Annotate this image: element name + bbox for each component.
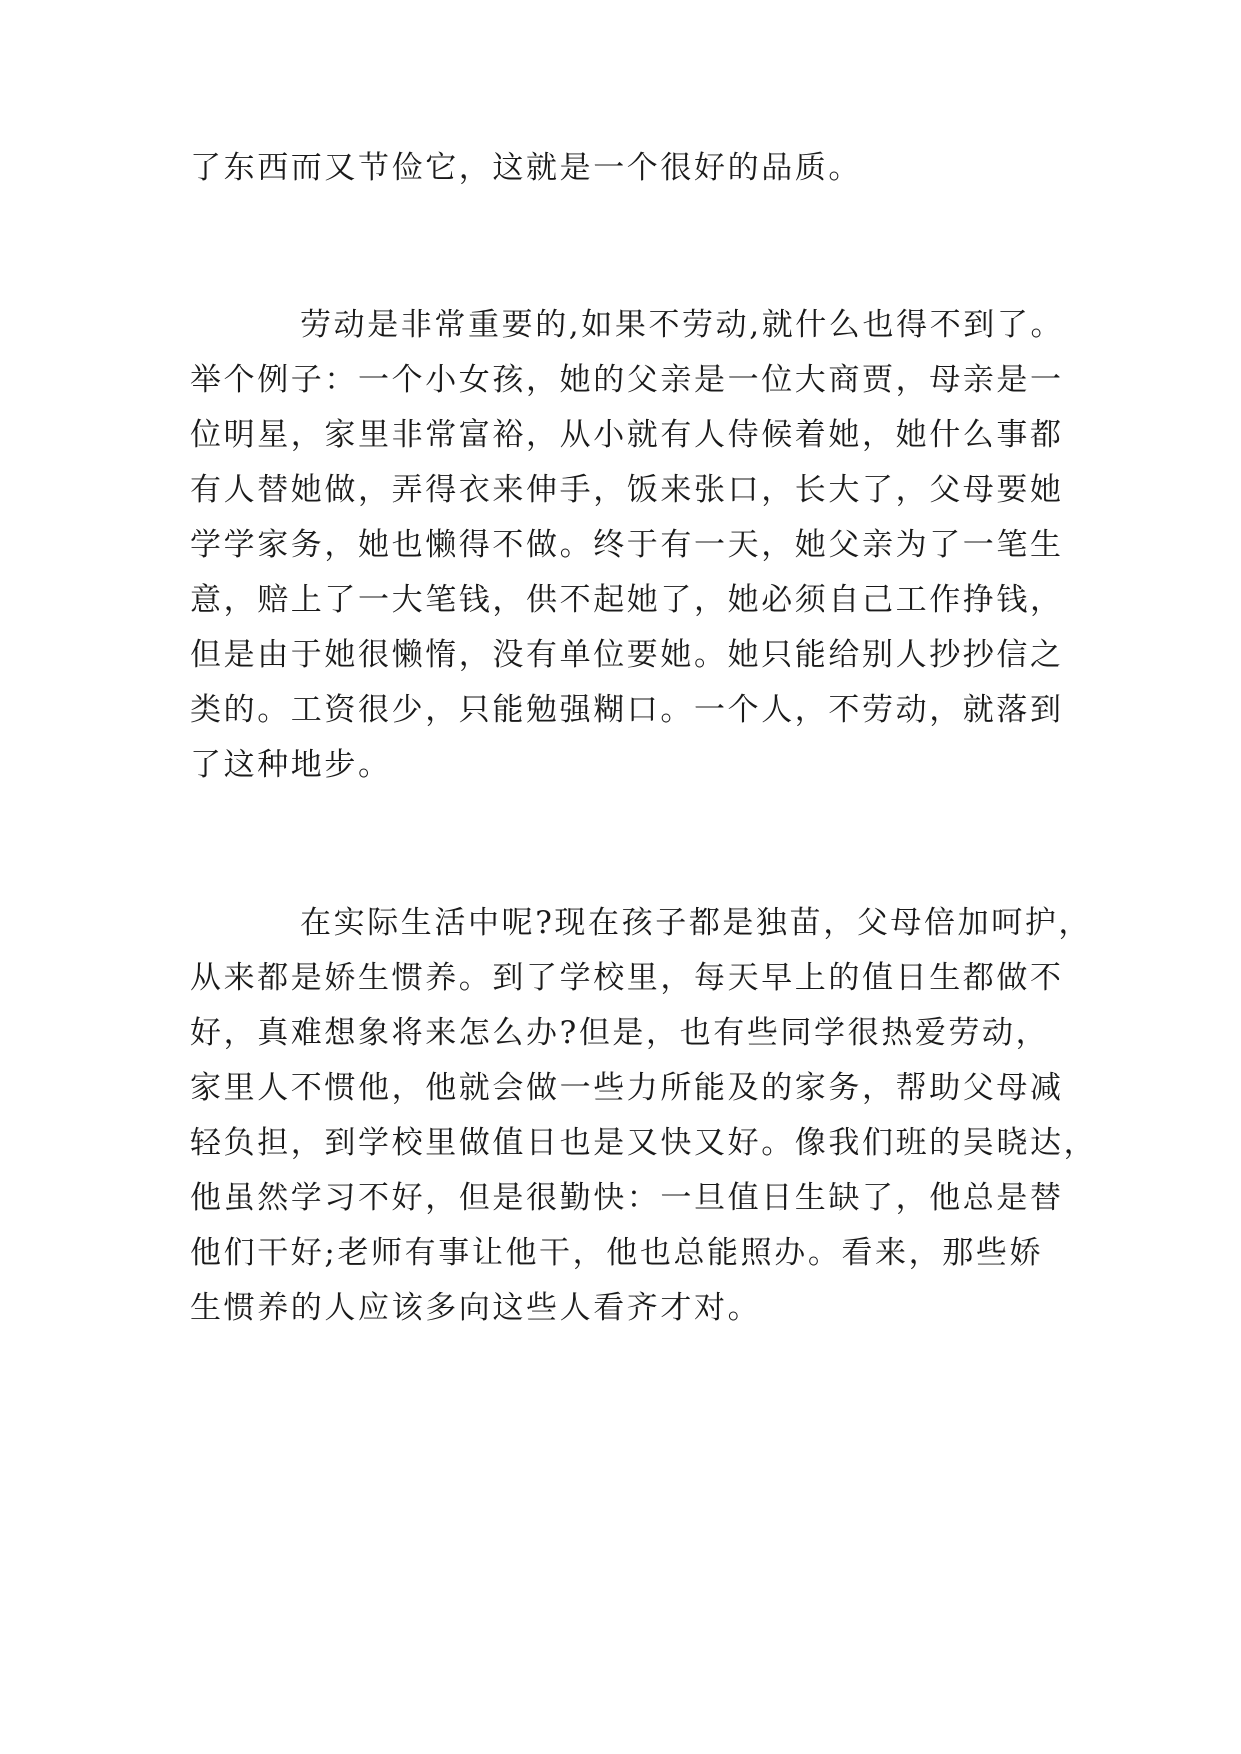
paragraph-2-line-1: 劳动是非常重要的,如果不劳动,就什么也得不到了。 — [300, 307, 1065, 343]
paragraph-3-line-7: 他们干好;老师有事让他干，他也总能照办。看来，那些娇 — [190, 1235, 1044, 1271]
paragraph-1-line-1: 了东西而又节俭它，这就是一个很好的品质。 — [190, 150, 862, 186]
paragraph-2-line-8: 类的。工资很少，只能勉强糊口。一个人，不劳动，就落到 — [190, 692, 1064, 728]
paragraph-3-line-4: 家里人不惯他，他就会做一些力所能及的家务，帮助父母减 — [190, 1070, 1064, 1106]
paragraph-2-line-3: 位明星，家里非常富裕，从小就有人侍候着她，她什么事都 — [190, 417, 1064, 453]
paragraph-2-line-9: 了这种地步。 — [190, 747, 392, 783]
paragraph-3-line-5: 轻负担，到学校里做值日也是又快又好。像我们班的吴晓达， — [190, 1125, 1098, 1161]
paragraph-2-line-7: 但是由于她很懒惰，没有单位要她。她只能给别人抄抄信之 — [190, 637, 1064, 673]
paragraph-2-line-5: 学学家务，她也懒得不做。终于有一天，她父亲为了一笔生 — [190, 527, 1064, 563]
paragraph-2-line-6: 意，赔上了一大笔钱，供不起她了，她必须自己工作挣钱， — [190, 582, 1064, 618]
paragraph-3-line-6: 他虽然学习不好，但是很勤快：一旦值日生缺了，他总是替 — [190, 1180, 1064, 1216]
paragraph-2-line-4: 有人替她做，弄得衣来伸手，饭来张口，长大了，父母要她 — [190, 472, 1064, 508]
paragraph-3-line-8: 生惯养的人应该多向这些人看齐才对。 — [190, 1290, 762, 1326]
paragraph-3-line-2: 从来都是娇生惯养。到了学校里，每天早上的值日生都做不 — [190, 960, 1064, 996]
paragraph-3-line-3: 好，真难想象将来怎么办?但是，也有些同学很热爱劳动， — [190, 1015, 1050, 1051]
paragraph-3-line-1: 在实际生活中呢?现在孩子都是独苗，父母倍加呵护， — [300, 905, 1093, 941]
paragraph-2-line-2: 举个例子：一个小女孩，她的父亲是一位大商贾，母亲是一 — [190, 362, 1064, 398]
